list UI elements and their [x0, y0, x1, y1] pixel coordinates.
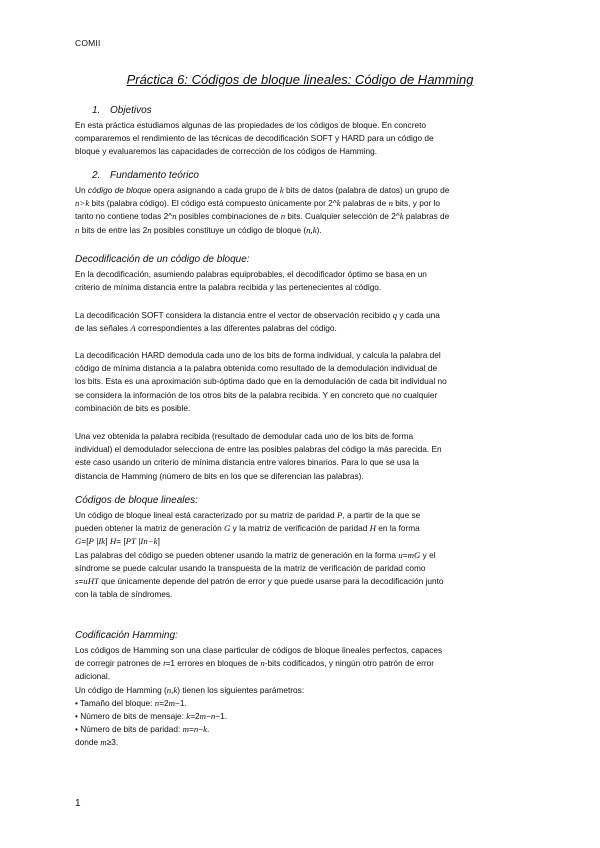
math-m: m [199, 711, 207, 722]
page-number: 1 [75, 798, 81, 809]
math-n-k: n,k [166, 684, 178, 695]
math-P: P [336, 510, 343, 520]
math-q: q [392, 310, 398, 320]
section-number: 1. [92, 105, 101, 116]
list-item [75, 723, 527, 736]
decod-paragraph-soft [75, 309, 527, 335]
text-line: se considera la información de los otros bits de la palabra recibida. Y en concreto que no cualquier [75, 389, 438, 400]
text-line [75, 736, 527, 749]
math-P: P [88, 536, 94, 547]
text-run: que únicamente depende del patrón de error y que puede usarse para la decodificación junto [98, 576, 444, 587]
list-item [75, 710, 527, 723]
text-run: de corregir patrones de [75, 658, 164, 669]
text-run: −1. [175, 697, 187, 708]
text-line: Una vez obtenida la palabra recibida (resultado de demodular cada uno de los bits de forma [75, 431, 414, 441]
text-run: ). [316, 224, 322, 235]
list-item [75, 697, 527, 710]
text-run: =[ [81, 536, 89, 547]
text-run: posibles combinaciones de [176, 211, 281, 222]
text-line [75, 184, 527, 197]
math-A: A [130, 323, 136, 334]
text-run: de las señales [75, 323, 131, 334]
text-run: ] [157, 536, 160, 547]
math-n-k: n,k [306, 224, 317, 235]
text-line: distancia de Hamming (número de bits en los que se diferencian las palabras). [75, 470, 364, 481]
text-run: y cada una [397, 310, 440, 320]
text-run: ≥3. [106, 737, 119, 748]
text-run: y el [420, 549, 436, 560]
math-u: u [398, 549, 403, 560]
text-run: = [188, 724, 194, 735]
math-PT: PT [125, 536, 136, 547]
text-run: palabras de [403, 211, 450, 222]
math-G: G [75, 536, 82, 547]
text-run: • Tamaño del bloque: [75, 697, 155, 708]
math-k: k [279, 185, 284, 195]
text-line: En la decodificación, asumiendo palabras equiprobables, el decodificador óptimo se basa en un [75, 269, 427, 279]
math-mG: mG [407, 549, 421, 560]
math-n: n [388, 198, 393, 209]
text-run: bits, y por lo [392, 198, 441, 209]
text-run: | [135, 536, 141, 547]
text-line [75, 224, 527, 237]
text-run: ) tienen los siguientes parámetros: [177, 684, 305, 695]
math-k: k [186, 711, 191, 722]
math-n: n [154, 697, 160, 708]
subheading-decodificacion: Decodificación de un código de bloque: [75, 254, 250, 265]
math-s: s [75, 576, 79, 587]
text-run: La decodificación SOFT considera la distancia entre el vector de observación recibido [75, 310, 393, 320]
text-line: compararemos el rendimiento de las técnicas de decodificación SOFT y HARD para un código de [75, 133, 434, 144]
text-line [75, 657, 527, 670]
page-header: COMII [75, 38, 101, 48]
subheading-codificacion-hamming: Codificación Hamming: [75, 630, 178, 641]
math-n: n [260, 658, 265, 669]
text-line: adicional. [75, 671, 111, 682]
math-uHT: uHT [83, 576, 99, 587]
text-run: bits de datos (palabra de datos) un grupo de [283, 185, 450, 195]
math-k: k [336, 198, 341, 209]
text-run: | [93, 536, 99, 547]
text-line: síndrome se puede calcular usando la transpuesta de la matriz de verificación de paridad como [75, 562, 426, 573]
objectives-paragraph [75, 119, 527, 159]
text-run: = [78, 576, 84, 587]
text-run: opera asignando a cada grupo de [151, 185, 280, 195]
text-run: − [198, 724, 204, 735]
math-n: n [147, 224, 152, 235]
math-n: n [280, 211, 286, 222]
math-m: m [182, 724, 189, 735]
section-number: 2. [92, 170, 101, 181]
text-line: individual) el demodulador selecciona de entre las posibles palabras del código la más parecida. En [75, 444, 442, 455]
text-run: =2 [190, 711, 200, 722]
text-run: = [402, 549, 408, 560]
decod-paragraph-hard [75, 349, 527, 415]
subheading-codigos-lineales: Códigos de bloque lineales: [75, 495, 198, 506]
text-run: . [207, 724, 210, 735]
text-run: en la forma [375, 523, 420, 534]
math-H: H [109, 536, 117, 547]
fundamento-paragraph [75, 184, 527, 237]
text-line [75, 549, 527, 562]
text-run: =2 [159, 697, 169, 708]
text-run: tanto no contiene todas 2^ [75, 211, 173, 222]
math-k: k [399, 211, 404, 222]
text-line: los bits. Esta es una aproximación sub-óptima dado que en la demodulación de cada bit individual no [75, 376, 447, 387]
math-G: G [223, 523, 231, 534]
lineales-paragraph [75, 509, 527, 601]
text-run: pueden obtener la matriz de generación [75, 523, 224, 534]
math-k: k [203, 724, 207, 735]
text-run: Un código de Hamming ( [75, 684, 167, 695]
text-line [75, 309, 527, 322]
hamming-paragraph [75, 644, 527, 750]
text-run: bits de entre las 2 [79, 224, 148, 235]
math-In-k: In−k [140, 536, 158, 547]
text-line: En esta práctica estudiamos algunas de las propiedades de los códigos de bloque. En concreto [75, 120, 427, 130]
math-m: m [168, 697, 176, 708]
math-n: n [172, 211, 177, 222]
text-run: palabras de [340, 198, 389, 209]
text-line [75, 509, 527, 522]
text-run: = [ [116, 536, 126, 547]
text-line [75, 684, 527, 697]
equation-line [75, 535, 527, 548]
text-line [75, 210, 527, 223]
text-run: ] [105, 536, 110, 547]
document-title: Práctica 6: Códigos de bloque lineales: Código de Hamming [126, 72, 474, 87]
text-run: -bits codificados, y ningún otro patrón de error [264, 658, 435, 669]
text-run: Un [75, 185, 88, 195]
math-n: n [193, 724, 199, 735]
text-line: Los códigos de Hamming son una clase particular de códigos de bloque lineales perfectos, capaces [75, 645, 443, 655]
decod-paragraph-hamming-distance [75, 430, 527, 483]
text-line: este caso usando un criterio de mínima distancia entre valores binarios. Para lo que se usa la [75, 457, 420, 468]
text-run: bits (palabra código). El código está compuesto únicamente por 2^ [89, 198, 337, 209]
text-run: , a partir de la que se [342, 510, 421, 520]
text-run: • Número de bits de mensaje: [75, 711, 187, 722]
text-line [75, 575, 527, 588]
math-H: H [369, 523, 376, 534]
text-line [75, 522, 527, 535]
math-n: n [210, 711, 216, 722]
text-line: con la tabla de síndromes. [75, 589, 173, 600]
section-title: Fundamento teórico [110, 170, 199, 181]
text-line: código de mínima distancia a la palabra obtenida como resultado de la demodulación individual de [75, 363, 438, 374]
decod-paragraph-1 [75, 268, 527, 294]
math-Ik: Ik [98, 536, 106, 547]
math-t: t [163, 658, 166, 669]
text-run: posibles constituye un código de bloque ( [151, 224, 307, 235]
text-run: donde [75, 737, 101, 748]
math-m: m [100, 737, 107, 748]
text-run: y la matriz de verificación de paridad [230, 523, 370, 534]
text-run: Un código de bloque lineal está caracterizado por su matriz de paridad [75, 510, 337, 520]
text-run: −1. [215, 711, 228, 722]
text-run: − [206, 711, 211, 722]
text-run: Las palabras del código se pueden obtener usando la matriz de generación en la forma [75, 549, 399, 560]
text-line: combinación de bits es posible. [75, 402, 191, 413]
text-run: bits. Cualquier selección de 2^ [285, 211, 400, 222]
text-run: correspondientes a las diferentes palabras del código. [135, 323, 337, 334]
section-heading-objetivos [92, 105, 152, 116]
math-n-gt-k: n>k [75, 198, 90, 209]
math-n: n [75, 224, 80, 235]
text-run: • Número de bits de paridad: [75, 724, 183, 735]
text-line [75, 322, 527, 335]
section-title: Objetivos [110, 105, 152, 116]
term-codigo-de-bloque: código de bloque [87, 185, 152, 195]
section-heading-fundamento [92, 170, 199, 181]
text-line: bloque y evaluaremos las capacidades de corrección de los códigos de Hamming. [75, 146, 378, 157]
text-line: criterio de mínima distancia entre la palabra recibida y las pertenecientes al código. [75, 282, 382, 293]
text-line: La decodificación HARD demodula cada uno de los bits de forma individual, y calcula la palabra del [75, 350, 441, 360]
text-run: =1 errores en bloques de [165, 658, 261, 669]
text-line [75, 197, 527, 210]
